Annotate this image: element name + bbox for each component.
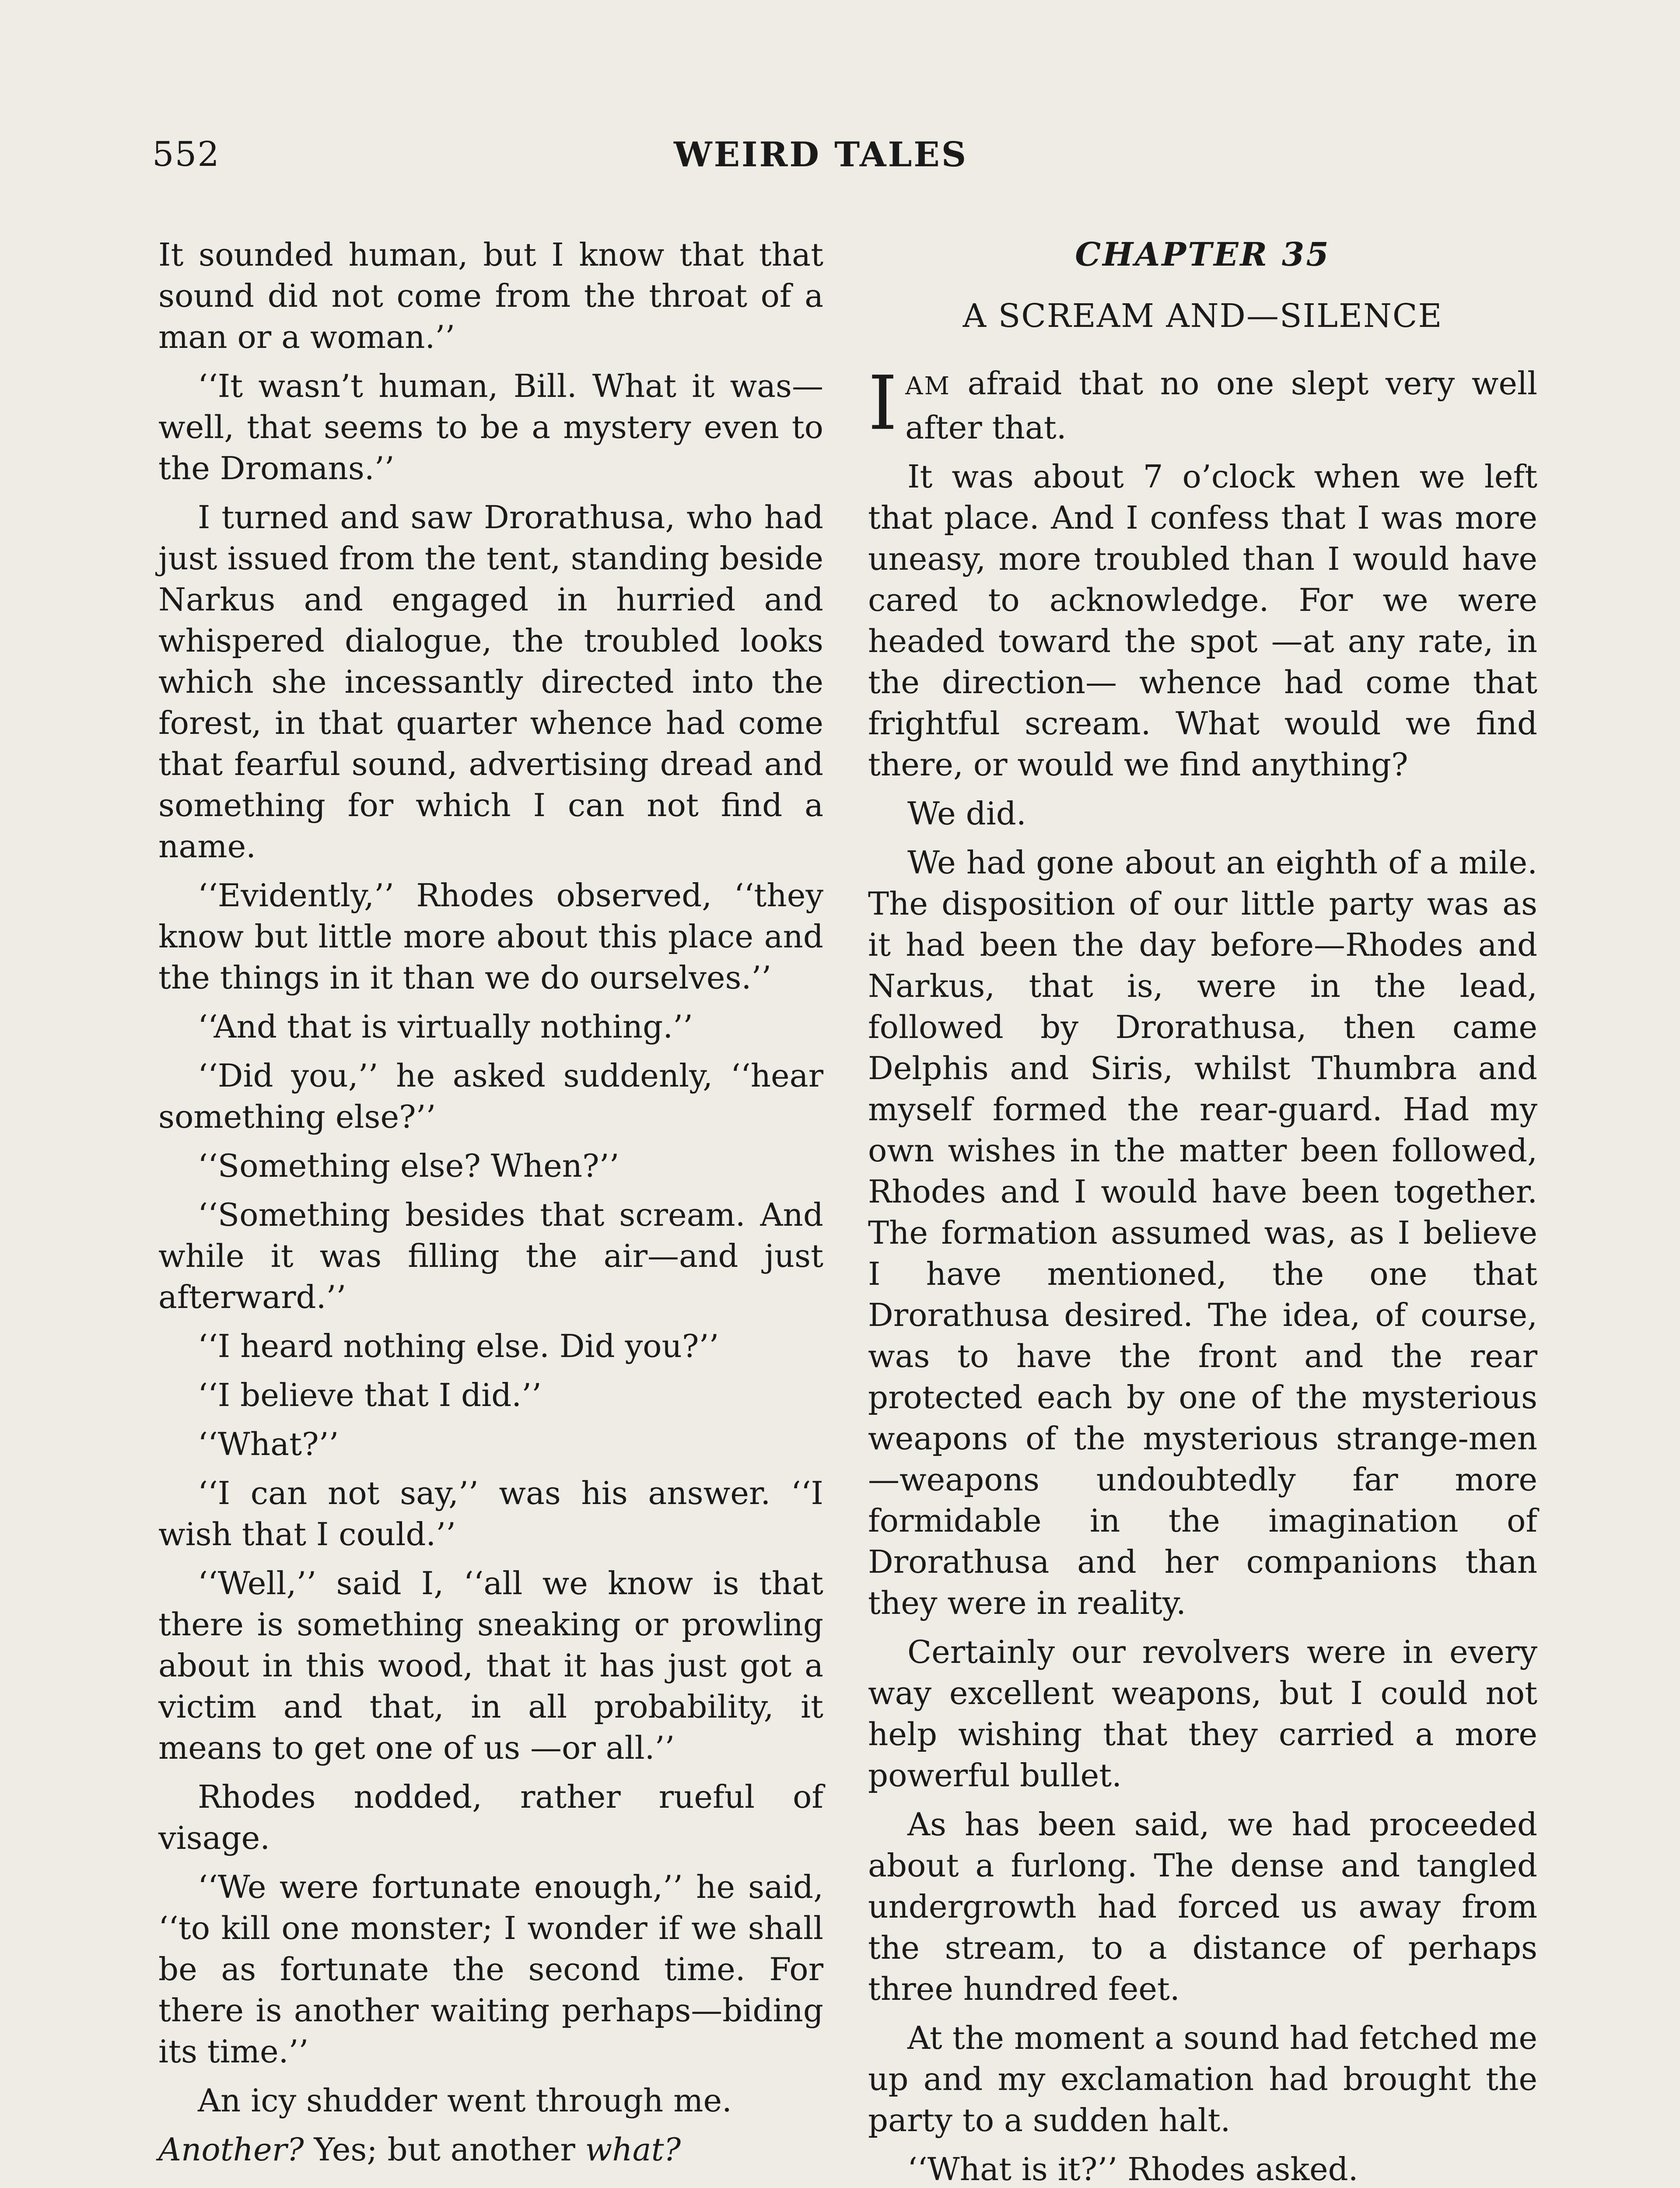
italic-text: Another? xyxy=(158,2131,304,2168)
paragraph: I turned and saw Drorathusa, who had just issued from the tent, standing beside Narkus and engaged in hurried and whispered dialogue, the troubled looks which she incessantly directed into the forest, in that quarter whence had come that fearful sound, advertising dread and something for which I can not find a name. xyxy=(158,499,823,865)
paragraph: ‘‘Well,’’ said I, ‘‘all we know is that there is something sneaking or prowling about in this wood, that it has just got a victim and that, in all probability, it means to get one of us —or all.’’ xyxy=(158,1565,823,1766)
paragraph: It was about 7 o’clock when we left that place. And I confess that I was more uneasy, more troubled than I would have cared to acknowledge. For we were headed toward the spot —at any rate, in the direction— whence had come that frightful scream. What would we find there, or would we find anything? xyxy=(868,458,1537,783)
small-caps-text: AM xyxy=(905,372,951,400)
paragraph: ‘‘And that is virtually nothing.’’ xyxy=(198,1008,693,1045)
paragraph: ‘‘I believe that I did.’’ xyxy=(198,1377,542,1413)
paragraph: ‘‘It wasn’t human, Bill. What it was—well, that seems to be a mystery even to the Dromans.’’ xyxy=(158,368,823,487)
page-number: 552 xyxy=(152,135,220,174)
paragraph: ‘‘We were fortunate enough,’’ he said, ‘‘to kill one monster; I wonder if we shall be as fortunate the second time. For there is another waiting perhaps—biding its time.’’ xyxy=(158,1869,823,2070)
drop-cap: I xyxy=(868,360,898,447)
running-head: WEIRD TALES xyxy=(674,135,968,175)
paragraph: We did. xyxy=(907,795,1026,832)
paragraph: ‘‘I heard nothing else. Did you?’’ xyxy=(198,1328,719,1364)
paragraph-last-line xyxy=(158,2129,823,2170)
opening-paragraph xyxy=(868,360,1537,448)
paragraph: ‘‘I can not say,’’ was his answer. ‘‘I wish that I could.’’ xyxy=(158,1475,823,1553)
paragraph: We had gone about an eighth of a mile. The disposition of our little party was as it had been the day before—Rhodes and Narkus, that is, were in the lead, followed by Drorathusa, then came Delphis and Siris, whilst Thumbra and myself formed the rear-guard. Had my own wishes in the matter been followed, Rhodes and I would have been together. The formation assumed was, as I believe I have mentioned, the one that Drorathusa desired. The idea, of course, was to have the front and the rear protected each by one of the mysterious weapons of the mysterious strange-men—weapons undoubtedly far more formidable in the imagination of Drorathusa and her companions than they were in reality. xyxy=(868,844,1537,1621)
italic-text: what? xyxy=(585,2131,681,2168)
paragraph: ‘‘Something besides that scream. And while it was filling the air—and just afterward.’’ xyxy=(158,1196,823,1315)
text-span: Yes; but another xyxy=(304,2131,585,2168)
paragraph: It sounded human, but I know that that sound did not come from the throat of a man or a woman.’’ xyxy=(158,236,823,355)
left-column xyxy=(158,234,823,2178)
paragraph: Certainly our revolvers were in every way excellent weapons, but I could not help wishing that they carried a more powerful bullet. xyxy=(868,1634,1537,1794)
text-span: afraid that no one slept very well after that. xyxy=(905,365,1537,446)
paragraph: At the moment a sound had fetched me up and my exclamation had brought the party to a sudden halt. xyxy=(868,2020,1537,2139)
right-column xyxy=(868,234,1537,2188)
paragraph: ‘‘Something else? When?’’ xyxy=(198,1147,620,1184)
paragraph: Rhodes nodded, rather rueful of visage. xyxy=(158,1778,823,1856)
paragraph: ‘‘What?’’ xyxy=(198,1426,339,1462)
paragraph: ‘‘What is it?’’ Rhodes asked. xyxy=(907,2151,1358,2188)
paragraph: As has been said, we had proceeded about a furlong. The dense and tangled undergrowth had forced us away from the stream, to a distance of perhaps three hundred feet. xyxy=(868,1806,1537,2007)
paragraph: ‘‘Evidently,’’ Rhodes observed, ‘‘they know but little more about this place and the things in it than we do ourselves.’’ xyxy=(158,877,823,996)
paragraph: ‘‘Did you,’’ he asked suddenly, ‘‘hear something else?’’ xyxy=(158,1057,823,1135)
chapter-label: CHAPTER 35 xyxy=(1075,236,1330,274)
chapter-title: A SCREAM AND—SILENCE xyxy=(962,297,1443,335)
paragraph: An icy shudder went through me. xyxy=(198,2082,732,2119)
